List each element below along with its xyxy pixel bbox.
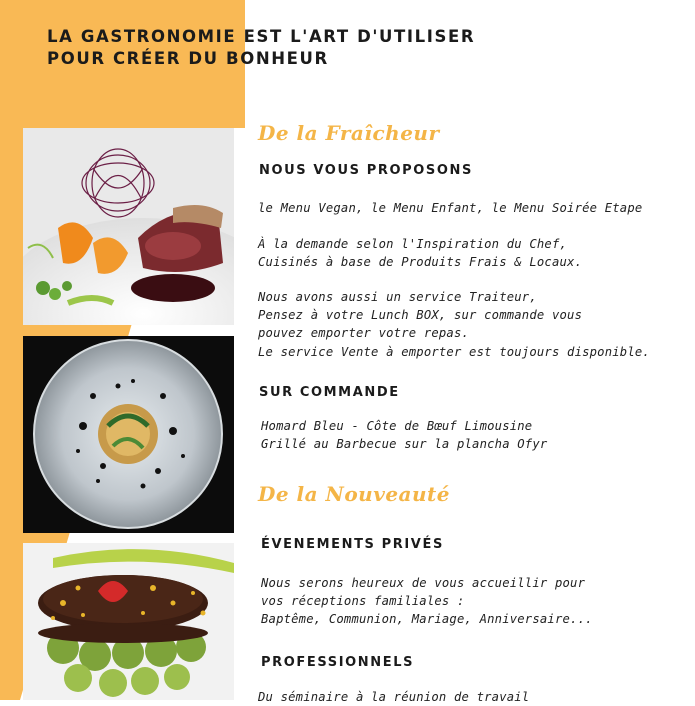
subheading-sur-commande: SUR COMMANDE: [259, 385, 400, 400]
paragraph-inspiration: [258, 235, 582, 271]
subheading-nous-vous-proposons: NOUS VOUS PROPOSONS: [259, 163, 473, 178]
paragraph-commande: [261, 417, 547, 453]
paragraph-line: À la demande selon l'Inspiration du Chef,: [258, 237, 568, 251]
section-title-nouveaute: De la Nouveauté: [258, 482, 451, 506]
paragraph-line: Pensez à votre Lunch BOX, sur commande vous: [258, 308, 583, 323]
paragraph-line: Le service Vente à emporter est toujours disponible.: [258, 344, 650, 359]
paragraph-line: Nous serons heureux de vous accueillir pour: [261, 576, 586, 590]
paragraph-menus: [258, 199, 642, 217]
paragraph-line: vos réceptions familiales :: [261, 594, 465, 609]
chocolate-dessert-photo: [23, 543, 234, 700]
subheading-professionnels: PROFESSIONNELS: [261, 655, 415, 670]
page-heading: [47, 26, 475, 70]
paragraph-line: Homard Bleu - Côte de Bœuf Limousine: [261, 419, 533, 433]
subheading-evenements-prives: ÉVENEMENTS PRIVÉS: [261, 537, 444, 552]
plated-dish-photo: [23, 336, 234, 533]
paragraph-line: Du séminaire à la réunion de travail: [258, 690, 530, 704]
paragraph-traiteur: [258, 288, 650, 361]
section-title-fraicheur: De la Fraîcheur: [258, 121, 440, 145]
paragraph-professionnels: [258, 688, 529, 706]
heading-line-2: POUR CRÉER DU BONHEUR: [47, 49, 329, 68]
paragraph-evenements: [261, 574, 593, 629]
paragraph-line: Grillé au Barbecue sur la plancha Ofyr: [261, 437, 548, 452]
meat-dish-photo: [23, 128, 234, 325]
paragraph-line: le Menu Vegan, le Menu Enfant, le Menu Soirée Etape: [258, 201, 643, 215]
paragraph-line: Cuisinés à base de Produits Frais & Locaux.: [258, 255, 583, 270]
paragraph-line: pouvez emporter votre repas.: [258, 326, 470, 341]
paragraph-line: Nous avons aussi un service Traiteur,: [258, 290, 537, 304]
paragraph-line: Baptême, Communion, Mariage, Anniversaire...: [261, 612, 593, 627]
heading-line-1: LA GASTRONOMIE EST L'ART D'UTILISER: [47, 27, 476, 46]
